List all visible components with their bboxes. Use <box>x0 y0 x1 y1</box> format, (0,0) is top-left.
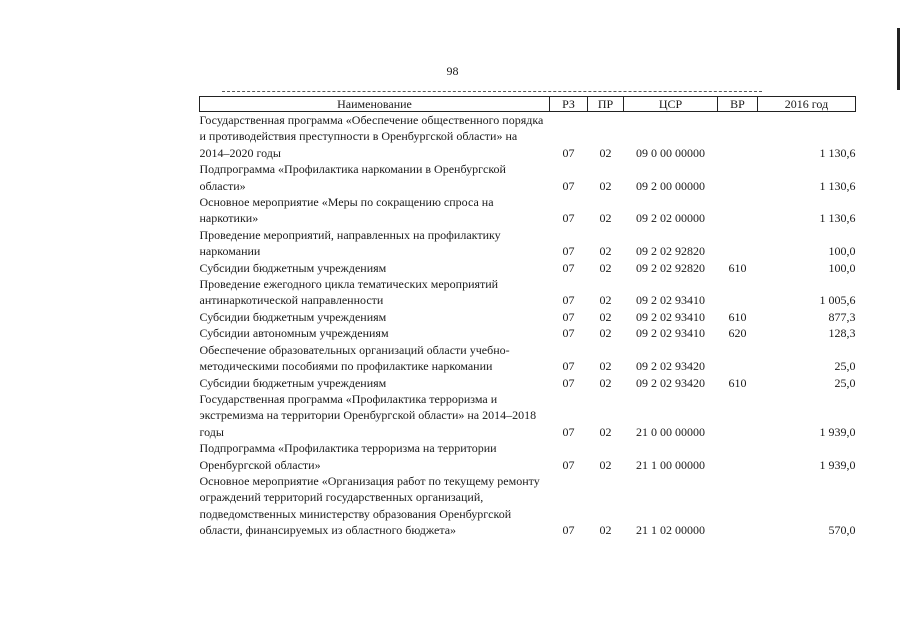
row-vr <box>718 440 758 473</box>
table-row <box>200 473 856 539</box>
row-amount: 1 005,6 <box>819 293 856 308</box>
row-rz: 07 <box>562 293 575 308</box>
table-row <box>200 276 856 309</box>
table-row <box>200 194 856 227</box>
row-rz: 07 <box>562 260 575 275</box>
row-amount: 25,0 <box>834 359 856 374</box>
row-rz: 07 <box>562 145 575 160</box>
row-name: Обеспечение образовательных организаций области учебно-методическими пособиями по профилактике наркомании <box>199 342 510 374</box>
row-name: Субсидии бюджетным учреждениям <box>199 309 387 324</box>
row-rz: 07 <box>562 178 575 193</box>
row-csr: 09 2 02 92820 <box>636 244 705 259</box>
row-csr: 09 2 02 93410 <box>636 326 705 341</box>
row-amount: 128,3 <box>828 326 856 341</box>
row-amount: 100,0 <box>828 260 856 275</box>
row-pr: 02 <box>599 211 612 226</box>
row-pr: 02 <box>599 309 612 324</box>
header-dashed-rule <box>222 91 762 92</box>
row-rz: 07 <box>562 457 575 472</box>
row-name: Подпрограмма «Профилактика терроризма на территории Оренбургской области» <box>199 441 497 472</box>
row-vr: 610 <box>728 260 747 275</box>
row-rz: 07 <box>562 244 575 259</box>
row-amount: 25,0 <box>834 375 856 390</box>
row-vr: 610 <box>728 309 747 324</box>
row-rz: 07 <box>562 211 575 226</box>
row-vr <box>718 276 758 309</box>
budget-table <box>199 96 856 539</box>
header-vr: ВР <box>718 97 758 112</box>
table-row <box>200 325 856 341</box>
row-vr <box>718 112 758 162</box>
row-amount: 1 939,0 <box>819 424 856 439</box>
row-vr <box>718 473 758 539</box>
header-csr: ЦСР <box>624 97 718 112</box>
row-pr: 02 <box>599 326 612 341</box>
scan-edge-mark <box>897 28 900 90</box>
row-pr: 02 <box>599 178 612 193</box>
page-number: 98 <box>446 64 459 78</box>
row-name: Проведение ежегодного цикла тематических мероприятий антинаркотической направленности <box>199 277 499 308</box>
table-row <box>200 227 856 260</box>
row-csr: 09 2 02 93420 <box>636 359 705 374</box>
row-amount: 570,0 <box>828 523 856 538</box>
header-rz: РЗ <box>550 97 588 112</box>
row-name: Субсидии бюджетным учреждениям <box>199 375 387 390</box>
table-row <box>200 161 856 194</box>
row-amount: 1 939,0 <box>819 457 856 472</box>
row-pr: 02 <box>599 359 612 374</box>
row-name: Субсидии бюджетным учреждениям <box>199 260 387 275</box>
row-name: Проведение мероприятий, направленных на профилактику наркомании <box>199 227 501 259</box>
row-vr <box>718 161 758 194</box>
row-vr <box>718 342 758 375</box>
row-vr: 610 <box>728 375 747 390</box>
row-csr: 09 0 00 00000 <box>636 145 705 160</box>
row-pr: 02 <box>599 424 612 439</box>
row-csr: 21 1 02 00000 <box>636 523 705 538</box>
row-vr: 620 <box>728 326 747 341</box>
row-csr: 09 2 02 93420 <box>636 375 705 390</box>
row-amount: 1 130,6 <box>819 211 856 226</box>
table-row <box>200 309 856 325</box>
row-pr: 02 <box>599 293 612 308</box>
row-rz: 07 <box>562 523 575 538</box>
row-name: Субсидии автономным учреждениям <box>199 326 389 341</box>
header-year: 2016 год <box>758 97 856 112</box>
row-name: Подпрограмма «Профилактика наркомании в Оренбургской области» <box>199 162 506 193</box>
row-amount: 1 130,6 <box>819 178 856 193</box>
table-row <box>200 375 856 391</box>
table-row <box>200 342 856 375</box>
table-row <box>200 260 856 276</box>
row-vr <box>718 194 758 227</box>
header-pr: ПР <box>588 97 624 112</box>
row-vr <box>718 227 758 260</box>
row-name: Основное мероприятие «Организация работ по текущему ремонту ограждений территорий государственных организаций, подведомственных министерству образования Оренбургской области, финансируемых из областного бюджета» <box>199 473 540 538</box>
row-csr: 09 2 02 00000 <box>636 211 705 226</box>
table-body <box>200 112 856 539</box>
table-row <box>200 440 856 473</box>
table-header-row <box>200 97 856 112</box>
row-csr: 21 1 00 00000 <box>636 457 705 472</box>
row-name: Государственная программа «Обеспечение общественного порядка и противодействия преступности в Оренбургской области» на 2014–2020 годы <box>199 113 544 160</box>
row-pr: 02 <box>599 375 612 390</box>
row-csr: 09 2 00 00000 <box>636 178 705 193</box>
row-rz: 07 <box>562 375 575 390</box>
row-csr: 09 2 02 93410 <box>636 309 705 324</box>
row-pr: 02 <box>599 260 612 275</box>
row-amount: 1 130,6 <box>819 145 856 160</box>
table-row <box>200 391 856 440</box>
row-amount: 100,0 <box>828 244 856 259</box>
row-rz: 07 <box>562 359 575 374</box>
row-rz: 07 <box>562 309 575 324</box>
row-amount: 877,3 <box>828 309 856 324</box>
row-pr: 02 <box>599 457 612 472</box>
row-name: Основное мероприятие «Меры по сокращению спроса на наркотики» <box>199 195 494 226</box>
header-name: Наименование <box>200 97 550 112</box>
row-pr: 02 <box>599 145 612 160</box>
row-name: Государственная программа «Профилактика терроризма и экстремизма на территории Оренбургской области» на 2014–2018 годы <box>199 391 537 439</box>
row-rz: 07 <box>562 326 575 341</box>
row-csr: 21 0 00 00000 <box>636 424 705 439</box>
row-rz: 07 <box>562 424 575 439</box>
table-row <box>200 112 856 162</box>
row-vr <box>718 391 758 440</box>
row-csr: 09 2 02 92820 <box>636 260 705 275</box>
row-csr: 09 2 02 93410 <box>636 293 705 308</box>
row-pr: 02 <box>599 244 612 259</box>
row-pr: 02 <box>599 523 612 538</box>
